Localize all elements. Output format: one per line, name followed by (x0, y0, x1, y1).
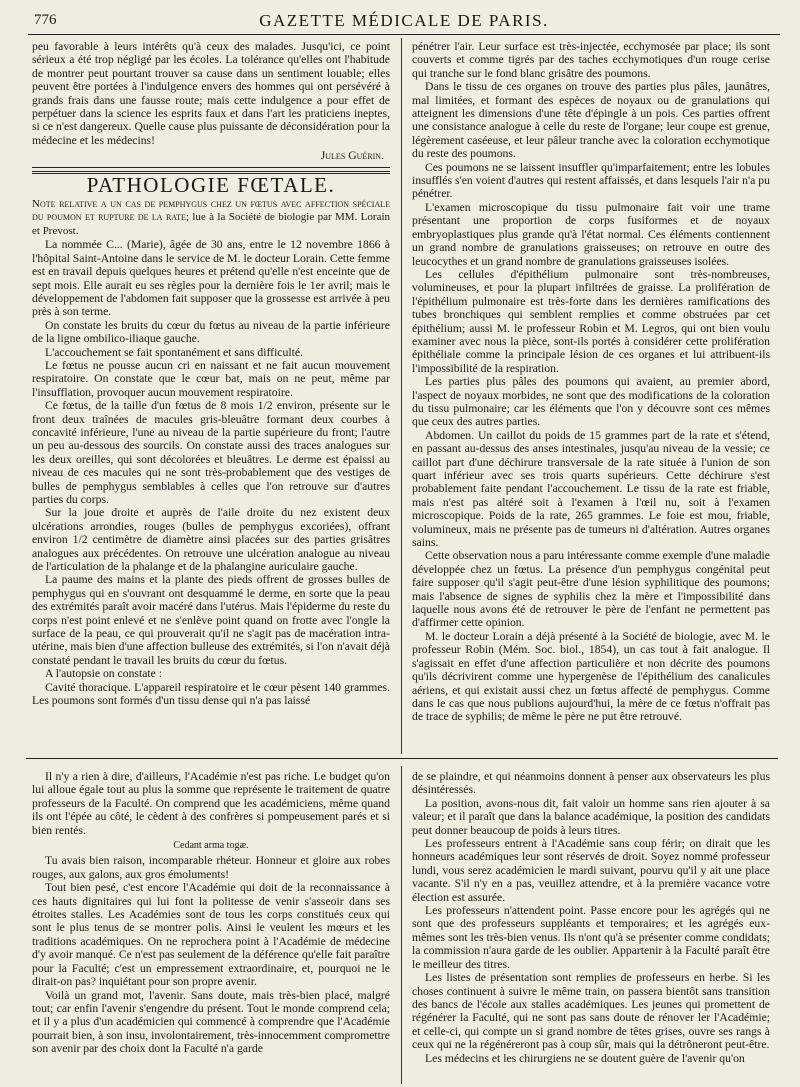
article-paragraph: On constate les bruits du cœur du fœtus au niveau de la partie inférieure de la ligne ombilico-iliaque gauche. (32, 318, 390, 346)
left-column (32, 40, 390, 752)
newspaper-title: GAZETTE MÉDICALE DE PARIS. (259, 11, 549, 30)
latin-quote: Cedant arma togæ. (173, 840, 249, 852)
article-paragraph: M. le docteur Lorain a déjà présenté à la Société de biologie, avec M. le professeur Robin (Mém. Soc. biol., 1854), un cas tout à fait analogue. Il s'agissait en effet d'une affection particulière et non décrite des poumons qu'ils décrivirent comme une hypergenèse de l'épithélium des canalicules aériens, et qui existait aussi chez un fœtus affecté de pemphygus. Comme dans le cas que nous publions aujourd'hui, la mère de ce fœtus n'offrait pas de trace de syphilis; de même le père ne put être retrouvé. (412, 629, 770, 724)
article-paragraph: Cavité thoracique. L'appareil respiratoire et le cœur pèsent 140 grammes. Les poumons sont formés d'un tissu dense qui n'a pas laissé (32, 680, 390, 708)
feuilleton-right-column (412, 770, 770, 1082)
note-heading-tail: lue à la Société de biologie par MM. Lorain et Prevost. (32, 211, 390, 237)
intro-paragraph: peu favorable à leurs intérêts qu'à ceux des malades. Jusqu'ici, ce point sérieux a été trop négligé par les écoles. La tolérance qu'elles ont l'habitude de montrer peut pourtant trouver sa cause dans un sentiment louable; elles peuvent être portées à l'indulgence envers des hommes qui ont persévéré à grands frais dans une fausse route; mais cette indulgence a pour effet de perpétuer dans la science les esprits faux et dans l'art les praticiens ineptes, si ce n'est dangereux. Quelle cause plus puissante de déconsidération pour la médecine et les médecins! (32, 40, 390, 147)
article-paragraph: Cette observation nous a paru intéressante comme exemple d'une maladie développée chez un fœtus. La présence d'un pemphygus congénital peut faire supposer qu'il s'agit peut-être d'une lésion syphilitique des poumons; mais l'absence de signes de syphilis chez la mère et l'impossibilité dans laquelle nous avons été de retrouver le père de l'enfant ne permettent pas d'affirmer cette opinion. (412, 549, 770, 630)
author-signature: Jules Guérin. (320, 149, 384, 163)
page-header (28, 10, 780, 35)
feuilleton-left-column (32, 770, 390, 1082)
feuilleton-paragraph: Les professeurs n'attendent point. Passe encore pour les agrégés qui ne sont que des professeurs suppléants et temporaires; et les agrégés eux-mêmes sont les très-bien venus. Ils n'ont qu'à se présenter comme condidats; la commission n'aura garde de les oublier. Appartenir à la Faculté paraît être le meilleur des titres. (412, 904, 770, 971)
feuilleton-paragraph: Tu avais bien raison, incomparable rhéteur. Honneur et gloire aux robes rouges, aux galons, aux gros émoluments! (32, 854, 390, 881)
article-paragraph: Les cellules d'épithélium pulmonaire sont très-nombreuses, volumineuses, et pour la plupart infiltrées de graisse. La prolifération de l'épithélium pulmonaire est très-forte dans les dernières ramifications des tubes bronchiques qui semblent remplies et comme obstruées par cet épithélium; aussi M. le professeur Robin et M. Legros, qui ont bien voulu examiner avec nous la pièce, sont-ils portés à considérer cette prolifération épithéliale comme la principale lésion de ces organes et lui attribuent-ils l'impossibilité de la respiration. (412, 267, 770, 375)
article-paragraph: L'accouchement se fait spontanément et sans difficulté. (45, 345, 303, 359)
feuilleton-paragraph: Tout bien pesé, c'est encore l'Académie qui doit de la reconnaissance à ces hauts dignitaires qui lui font la politesse de venir s'asseoir dans ses étroites stalles. Les Académies sont de tous les corps constitués ceux qui sont le plus tenus de se montrer polis. Ainsi le veulent les mœurs et les traditions académiques. On ne reprochera point à l'Académie de médecine d'y avoir manqué. Ce n'est pas seulement de la déférence qu'elle fait paraître pour la Faculté; c'est un empressement extraordinaire, et, pourquoi ne le dirait-on pas? inquiétant pour son propre avenir. (32, 881, 390, 989)
article-paragraph: Sur la joue droite et auprès de l'aile droite du nez existent deux ulcérations arrondies, rouges (bulles de pemphygus excoriées), offrant environ 1/2 centimètre de diamètre ainsi placées sur des parties grisâtres analogues aux précédentes. On retrouve une ulcération analogue au niveau de l'articulation de la phalange et de la phalangine auriculaire gauche. (32, 506, 390, 574)
feuilleton-divider (26, 758, 778, 759)
feuilleton-paragraph: La position, avons-nous dit, fait valoir un homme sans rien ajouter à sa valeur; et il paraît que dans la balance académique, la position des candidats peut donner beaucoup de poids à leurs titres. (412, 796, 770, 837)
feuilleton-paragraph: Il n'y a rien à dire, d'ailleurs, l'Académie n'est pas riche. Le budget qu'on lui alloue égale tout au plus la somme que représente le traitement de quatre professeurs de la Faculté. On comprend que les académiciens, même quand ils ont l'épée au côté, le cèdent à des confrères si pompeusement parés et si bien rentés. (32, 770, 390, 837)
feuilleton-paragraph: de se plaindre, et qui néanmoins donnent à penser aux observateurs les plus désintéressés. (412, 770, 770, 797)
feuilleton-paragraph: Voilà un grand mot, l'avenir. Sans doute, mais très-bien placé, malgré tout; car enfin l'avenir s'engendre du présent. Tout le monde comprend cela; et il y a plus d'un académicien qui commencé à comprendre que l'Académie pourrait bien, à son insu, involontairement, très-innocemment compromettre son avenir par des choix dont la Faculté n'a garde (32, 988, 390, 1056)
right-column (412, 40, 770, 752)
article-paragraph: A l'autopsie on constate : (45, 667, 163, 681)
article-paragraph: La paume des mains et la plante des pieds offrent de grosses bulles de pemphygus qui en s'ouvrant ont desquammé le derme, en sorte que la peau des extrémités paraît avoir macéré dans l'utérus. Mais l'épiderme du reste du corps n'est point enlevé et ne s'enlève point quand on frotte avec l'ongle la surface de la peau, ce qui prouverait qu'il ne s'agit pas de macération intra-utérine, mais bien d'une affection bulleuse des extrémités, si l'on n'avait déjà constaté pendant le travail les bruits du cœur du fœtus. (32, 573, 390, 667)
column-divider (401, 38, 402, 754)
feuilleton-paragraph: Les listes de présentation sont remplies de professeurs en herbe. Si les choses continuent à suivre le même train, on passera bientôt sans transition des bancs de l'école aux stalles académiques. Les jeunes qui promettent de régénérer la Faculté, qui ne sont pas sans doute de rénover ler l'Académie; et celle-ci, qui compte un si grand nombre de têtes grises, ouvre ses rangs à ceux qui ne la régénéreront pas à coup sûr, mais qui la détrôneront peut-être. (412, 971, 770, 1052)
section-title: PATHOLOGIE FŒTALE. (86, 172, 336, 197)
feuilleton-paragraph: Les professeurs entrent à l'Académie sans coup férir; on dirait que les honneurs académiques leur sont réservés de droit. Soyez nommé professeur lundi, vous serez académicien le mardi suivant, pourvu qu'il y ait une place vacante. S'il n'y en a pas, veuillez attendre, et à la première vacance votre élection est assurée. (412, 837, 770, 904)
article-paragraph: L'examen microscopique du tissu pulmonaire fait voir une trame présentant une proportion de corps fusiformes et de noyaux embryoplastiques plus grande qu'à l'état normal. Ces éléments contiennent un grand nombre de granulations graisseuses; on retrouve en outre des leucocythes et un grand nombre de granulations graisseuses isolées. (412, 200, 770, 268)
article-paragraph: Ce fœtus, de la taille d'un fœtus de 8 mois 1/2 environ, présente sur le front deux traînées de macules gris-bleuâtre formant deux courbes à concavité inférieure, l'une au niveau de la partie supérieure du front; l'autre un peu au-dessous des sourcils. On constate aussi des traces analogues sur les deux oreilles, qui sont décolorées et bleuâtres. Le derme est épaissi au niveau de ces macules qui ne sont très-probablement que des vestiges de bulles de pemphygus semblables à celles que l'on retrouve sur d'autres parties du corps. (32, 399, 390, 506)
column-divider (401, 766, 402, 1084)
article-paragraph: pénétrer l'air. Leur surface est très-injectée, ecchymosée par place; ils sont couverts et comme tigrés par des taches ecchymotiques d'un rouge cerise qui tranche sur le fond blanc grisâtre des poumons. (412, 40, 770, 80)
article-paragraph: Dans le tissu de ces organes on trouve des parties plus pâles, jaunâtres, mal limitées, et formant des espèces de noyaux ou de granulations qui atteignent les dimensions d'une tête d'épingle à un pois. Ces parties offrent une consistance analogue à celle du reste de l'organe; leur coupe est grenue, légèrement caséeuse, et leur pâleur tranche avec la coloration ecchymotique du reste des poumons. (412, 80, 770, 161)
feuilleton-paragraph: Les médecins et les chirurgiens ne se doutent guère de l'avenir qu'on (425, 1051, 745, 1065)
article-paragraph: Le fœtus ne pousse aucun cri en naissant et ne fait aucun mouvement respiratoire. On constate que le cœur bat, mais on ne peut, même par l'insufflation, provoquer aucun mouvement respiratoire. (32, 358, 390, 399)
note-heading (32, 198, 390, 238)
article-paragraph: Les parties plus pâles des poumons qui avaient, au premier abord, l'aspect de noyaux morbides, ne sont que des modifications de la coloration du tissu pulmonaire; car les éléments que l'on y découvre sont ces mêmes que ceux des autres parties. (412, 375, 770, 429)
divider (32, 167, 390, 168)
article-paragraph: Abdomen. Un caillot du poids de 15 grammes part de la rate et s'étend, en passant au-dessus des anses intestinales, jusqu'au niveau de la vessie; ce caillot part d'une déchirure transversale de la rate située à l'union de son quart inférieur avec ses trois quarts supérieurs. Cette déchirure s'est probablement faite pendant l'accouchement. Le tissu de la rate est friable, mais n'est pas altéré soit à l'examen à l'œil nu, soit à l'examen microscopique. Poids de la rate, 265 grammes. Le foie est mou, friable, volumineux, mais ne présente pas de tumeurs ni d'altération. Autres organes sains. (412, 428, 770, 550)
article-paragraph: La nommée C... (Marie), âgée de 30 ans, entre le 12 novembre 1866 à l'hôpital Saint-Antoine dans le service de M. le docteur Lorain. Cette femme est en travail depuis quelques heures et prétend qu'elle n'est enceinte que de sept mois. Elle aurait eu ses règles pour la dernière fois le 1er avril; mais le développement de l'abdomen fait supposer que la grossesse est arrivée à peu près à son terme. (32, 238, 390, 319)
article-paragraph: Ces poumons ne se laissent insuffler qu'imparfaitement; entre les lobules insufflés s'en voient d'autres qui restent affaissés, et dans lesquels l'air n'a pu pénétrer. (412, 160, 770, 201)
note-heading-caps: Note relative a un cas de pemphygus chez un fœtus avec affection spéciale du poumon et rupture de la rate; (32, 198, 390, 224)
page-number: 776 (34, 12, 57, 28)
